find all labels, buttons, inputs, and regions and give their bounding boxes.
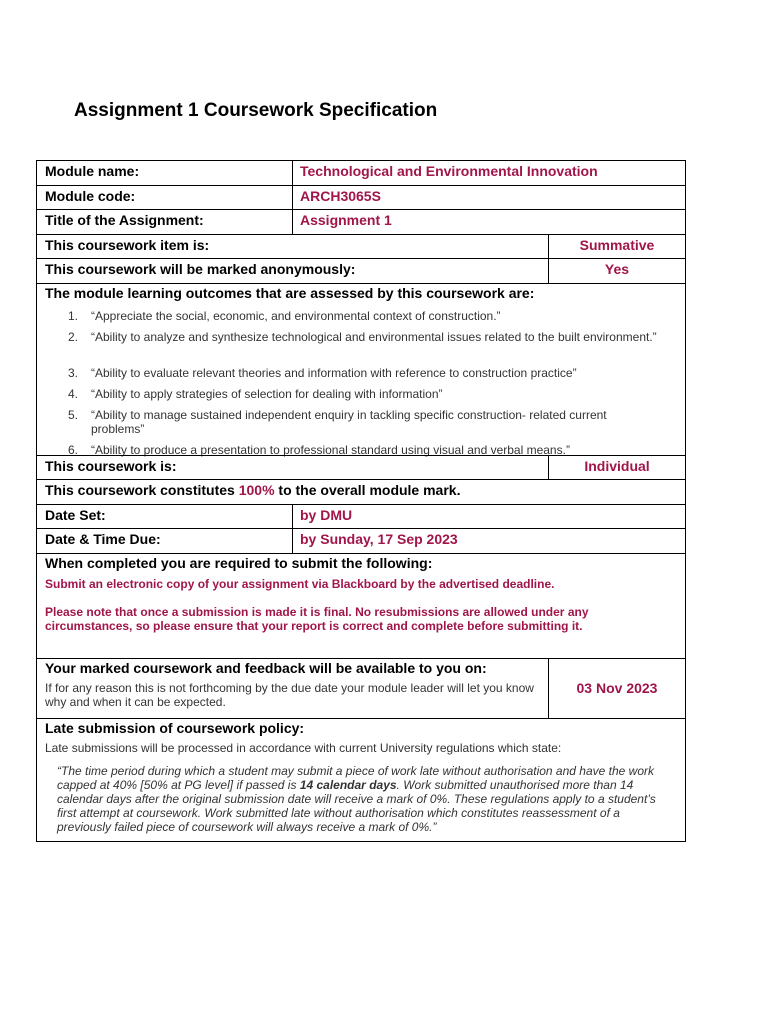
module-name-value: Technological and Environmental Innovation: [300, 163, 598, 179]
module-name-label: Module name:: [37, 161, 293, 185]
anonymous-marking-value: Yes: [604, 261, 630, 277]
late-policy-heading: Late submission of coursework policy:: [45, 719, 305, 736]
submission-row: [37, 553, 685, 658]
outcome-number: 5.: [68, 407, 79, 422]
submission-final-notice: Please note that once a submission is made it is final. No resubmissions are allowed under any circumstances, so please ensure that your report is correct and complete before submitting it.: [45, 604, 589, 633]
learning-outcome-item: [37, 330, 685, 344]
learning-outcome-item: [37, 366, 685, 380]
module-code-label: Module code:: [37, 186, 293, 210]
coursework-spec-table: [36, 160, 686, 842]
submission-instruction: Submit an electronic copy of your assignment via Blackboard by the advertised deadline.: [45, 576, 555, 591]
due-date-value: by Sunday, 17 Sep 2023: [300, 531, 458, 547]
outcome-number: 1.: [68, 308, 79, 323]
learning-outcomes-heading: The module learning outcomes that are assessed by this coursework are:: [45, 284, 535, 301]
outcome-number: 3.: [68, 365, 79, 380]
outcome-text: “Ability to analyze and synthesize technological and environmental issues related to the built environment.”: [91, 329, 657, 344]
learning-outcomes-row: [37, 283, 685, 455]
learning-outcome-item: [37, 408, 685, 436]
module-weight-text: [37, 480, 685, 504]
outcome-text: “Ability to evaluate relevant theories and information with reference to construction practice”: [91, 365, 577, 380]
outcome-text: “Ability to manage sustained independent enquiry in tackling specific construction- related current problems”: [91, 407, 607, 436]
late-policy-row: [37, 718, 685, 841]
coursework-type-row: [37, 455, 685, 480]
anonymous-marking-label: This coursework will be marked anonymously:: [37, 259, 549, 283]
coursework-type-value: Individual: [584, 457, 650, 474]
due-date-label: Date & Time Due:: [37, 529, 293, 553]
module-weight-percent: 100%: [238, 482, 275, 498]
outcome-text: “Appreciate the social, economic, and environmental context of construction.”: [91, 308, 501, 323]
anonymous-marking-row: [37, 258, 685, 283]
feedback-note: If for any reason this is not forthcoming by the due date your module leader will let you know why and when it can be expected.: [45, 680, 534, 709]
outcome-number: 4.: [68, 386, 79, 401]
submission-heading: When completed you are required to submit the following:: [45, 554, 433, 571]
feedback-heading: Your marked coursework and feedback will be available to you on:: [45, 659, 487, 676]
module-name-row: [37, 160, 685, 185]
module-code-row: [37, 185, 685, 210]
late-quote-emphasis: 14 calendar days: [299, 777, 397, 792]
late-quote-part2: . Work submitted unauthorised more than 14 calendar days after the original submission date will receive a mark of 0%. These regulations apply to a student’s first attempt at coursework. Work submitted late without authorisation which constitutes reassessment of a previously failed piece of coursework will always receive a mark of 0%.”: [57, 777, 656, 834]
module-weight-suffix: to the overall module mark.: [274, 482, 461, 498]
module-weight-row: [37, 479, 685, 504]
late-quote-part1: “The time period during which a student may submit a piece of work late without authorisation and have the work capped at 40% [50% at PG level] if passed is: [57, 763, 654, 792]
outcome-number: 2.: [68, 329, 79, 344]
learning-outcome-item: [37, 387, 685, 401]
assignment-title-label: Title of the Assignment:: [37, 210, 293, 234]
coursework-item-row: [37, 234, 685, 259]
date-set-label: Date Set:: [37, 505, 293, 529]
late-policy-intro: Late submissions will be processed in accordance with current University regulations which state:: [45, 740, 562, 755]
coursework-item-label: This coursework item is:: [37, 235, 549, 259]
outcome-number: 6.: [68, 442, 79, 457]
feedback-date: 03 Nov 2023: [576, 680, 658, 696]
assignment-title-value: Assignment 1: [300, 212, 392, 228]
feedback-row: [37, 658, 685, 718]
module-code-value: ARCH3065S: [300, 187, 381, 204]
coursework-item-value: Summative: [579, 236, 655, 253]
document-title: Assignment 1 Coursework Specification: [74, 100, 438, 121]
module-weight-prefix: This coursework constitutes: [45, 482, 239, 498]
outcome-text: “Ability to apply strategies of selection for dealing with information”: [91, 386, 443, 401]
due-date-row: [37, 528, 685, 553]
date-set-value: by DMU: [300, 506, 353, 523]
assignment-title-row: [37, 209, 685, 234]
coursework-type-label: This coursework is:: [37, 456, 549, 480]
outcome-text: “Ability to produce a presentation to professional standard using visual and verbal means.”: [91, 442, 570, 457]
feedback-info: [37, 659, 549, 718]
date-set-row: [37, 504, 685, 529]
learning-outcome-item: [37, 309, 685, 323]
late-policy-quote: [37, 755, 685, 841]
